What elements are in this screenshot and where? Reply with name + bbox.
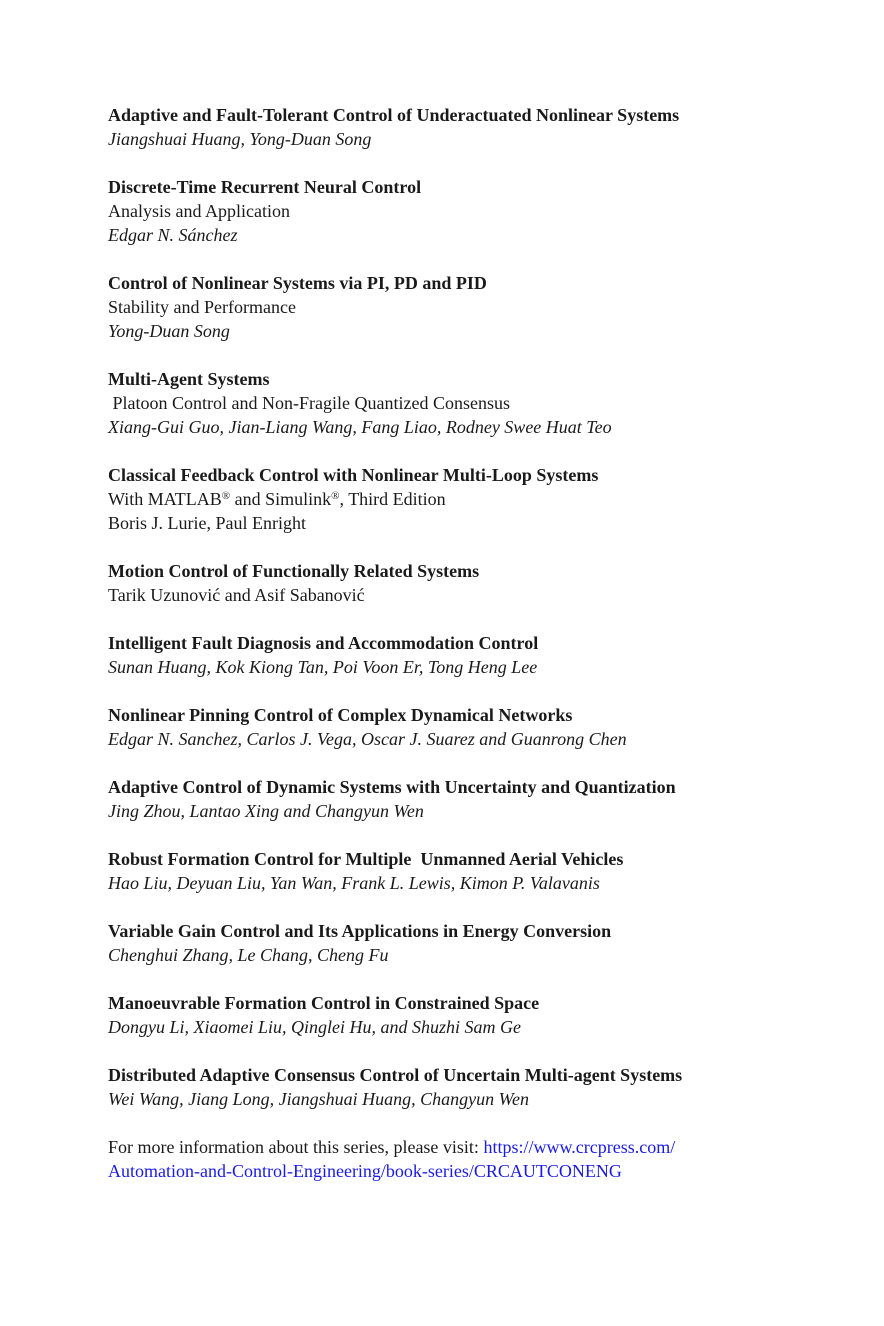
book-entry — [108, 991, 808, 1039]
book-title: Nonlinear Pinning Control of Complex Dynamical Networks — [108, 705, 573, 725]
book-entry — [108, 631, 808, 679]
book-title: Motion Control of Functionally Related Systems — [108, 561, 480, 581]
book-subtitle: Analysis and Application — [108, 201, 290, 221]
book-authors: Chenghui Zhang, Le Chang, Cheng Fu — [108, 945, 389, 965]
registered-mark: ® — [221, 490, 231, 502]
book-authors: Hao Liu, Deyuan Liu, Yan Wan, Frank L. Lewis, Kimon P. Valavanis — [108, 873, 600, 893]
more-info-paragraph — [108, 1135, 808, 1183]
book-title: Robust Formation Control for Multiple Unmanned Aerial Vehicles — [108, 849, 624, 869]
book-title: Adaptive and Fault-Tolerant Control of Underactuated Nonlinear Systems — [108, 105, 680, 125]
book-title: Manoeuvrable Formation Control in Constrained Space — [108, 993, 540, 1013]
book-entry — [108, 175, 808, 247]
book-subtitle — [108, 487, 808, 511]
book-title: Classical Feedback Control with Nonlinear Multi-Loop Systems — [108, 465, 599, 485]
book-entry — [108, 703, 808, 751]
book-authors: Jiangshuai Huang, Yong-Duan Song — [108, 129, 372, 149]
book-entry — [108, 847, 808, 895]
book-subtitle: Stability and Performance — [108, 297, 296, 317]
book-title: Control of Nonlinear Systems via PI, PD and PID — [108, 273, 487, 293]
book-authors: Yong-Duan Song — [108, 321, 230, 341]
book-series-list — [108, 103, 808, 1183]
book-entry — [108, 271, 808, 343]
book-entry — [108, 919, 808, 967]
book-entry — [108, 559, 808, 607]
book-entry — [108, 775, 808, 823]
subtitle-part: With MATLAB — [108, 489, 222, 509]
book-authors: Wei Wang, Jiang Long, Jiangshuai Huang, Changyun Wen — [108, 1089, 529, 1109]
series-link-line2[interactable]: Automation-and-Control-Engineering/book-series/CRCAUTCONENG — [108, 1161, 622, 1181]
book-authors: Tarik Uzunović and Asif Sabanović — [108, 585, 365, 605]
book-title: Multi-Agent Systems — [108, 369, 270, 389]
book-authors: Boris J. Lurie, Paul Enright — [108, 513, 306, 533]
book-title: Discrete-Time Recurrent Neural Control — [108, 177, 422, 197]
series-link-line1[interactable]: https://www.crcpress.com/ — [483, 1137, 676, 1157]
book-entry — [108, 463, 808, 535]
more-info-text: For more information about this series, please visit: — [108, 1137, 484, 1157]
book-title: Intelligent Fault Diagnosis and Accommodation Control — [108, 633, 539, 653]
subtitle-part: and Simulink — [230, 489, 332, 509]
book-authors: Edgar N. Sanchez, Carlos J. Vega, Oscar J. Suarez and Guanrong Chen — [108, 729, 627, 749]
book-title: Distributed Adaptive Consensus Control of Uncertain Multi-agent Systems — [108, 1065, 683, 1085]
book-entry — [108, 103, 808, 151]
subtitle-part: , Third Edition — [339, 489, 446, 509]
book-title: Adaptive Control of Dynamic Systems with Uncertainty and Quantization — [108, 777, 676, 797]
book-entry — [108, 1063, 808, 1111]
book-authors: Jing Zhou, Lantao Xing and Changyun Wen — [108, 801, 424, 821]
book-authors: Sunan Huang, Kok Kiong Tan, Poi Voon Er, Tong Heng Lee — [108, 657, 538, 677]
book-authors: Dongyu Li, Xiaomei Liu, Qinglei Hu, and Shuzhi Sam Ge — [108, 1017, 521, 1037]
registered-mark: ® — [331, 490, 340, 502]
book-authors: Xiang-Gui Guo, Jian-Liang Wang, Fang Liao, Rodney Swee Huat Teo — [108, 417, 612, 437]
book-subtitle: Platoon Control and Non-Fragile Quantized Consensus — [108, 393, 510, 413]
book-authors: Edgar N. Sánchez — [108, 225, 238, 245]
book-entry — [108, 367, 808, 439]
book-title: Variable Gain Control and Its Applications in Energy Conversion — [108, 921, 612, 941]
